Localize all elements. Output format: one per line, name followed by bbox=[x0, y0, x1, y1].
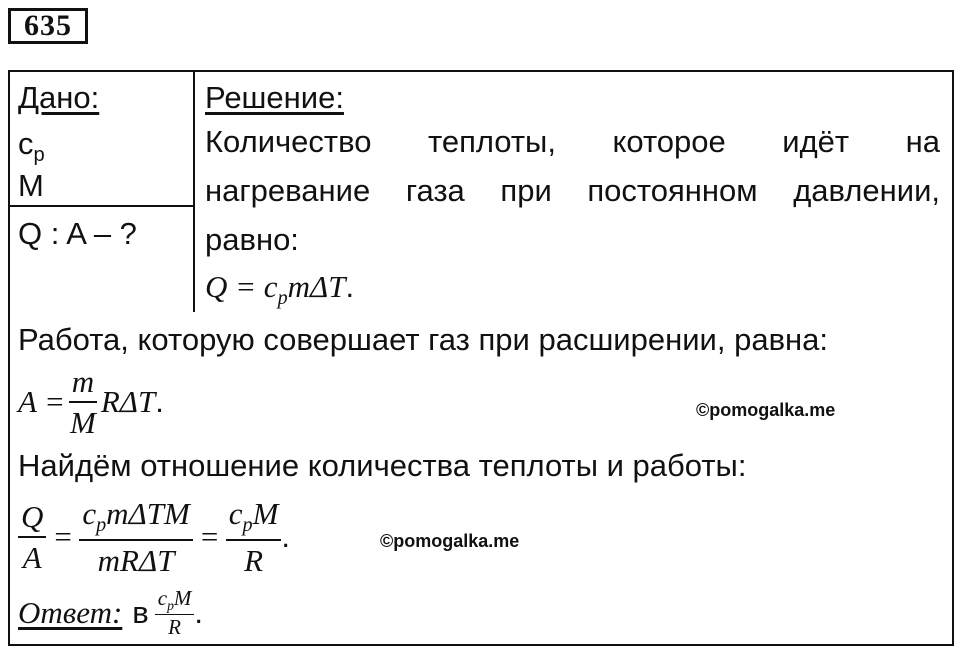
solution-line-2: нагревание газа при постоянном давлении, bbox=[205, 173, 940, 208]
given-divider-vertical bbox=[193, 72, 195, 312]
fraction-middle: $\frac{c_pm\Delta TM}{\text{mRΔT}}$ bbox=[79, 498, 193, 576]
formula-ratio: $\frac{Q}{A}$ = $\frac{c_pm\Delta TM}{\text{mRΔT}}$ = $\frac{c_pM}{R}$ . bbox=[18, 494, 290, 580]
watermark: ©pomogalka.me bbox=[380, 531, 520, 551]
ratio-sentence: Найдём отношение количества теплоты и работы: bbox=[18, 448, 747, 483]
find-quantity: Q : A – ? bbox=[18, 216, 137, 251]
given-heading: Дано: bbox=[18, 80, 100, 115]
given-cp: $c_p$ bbox=[18, 126, 45, 167]
fraction-Q-over-A: $\frac{Q}{A}$ bbox=[18, 501, 46, 573]
work-sentence: Работа, которую совершает газ при расширении, равна: bbox=[18, 322, 829, 357]
watermark: ©pomogalka.me bbox=[696, 400, 836, 420]
fraction-cpM-over-R: $\frac{c_pM}{R}$ bbox=[226, 498, 282, 576]
formula-work: A = $\frac{m}{M}$ RΔT . bbox=[18, 364, 164, 440]
answer-line: Ответ: в $\frac{c_pM}{R}$ . bbox=[18, 585, 204, 640]
solution-heading: Решение: bbox=[205, 80, 344, 115]
answer-label: Ответ: bbox=[18, 595, 123, 630]
solution-line-3: равно: bbox=[205, 222, 299, 257]
answer-fraction: $\frac{c_pM}{R}$ bbox=[155, 588, 195, 638]
formula-heat: $Q = c_pm\Delta T$. bbox=[205, 269, 355, 310]
solution-line-1: Количество теплоты, которое идёт на bbox=[205, 124, 940, 159]
fraction-m-over-M: $\frac{m}{M}$ bbox=[70, 364, 96, 440]
problem-number: 635 bbox=[8, 8, 88, 44]
given-molar-mass: M bbox=[18, 168, 44, 203]
